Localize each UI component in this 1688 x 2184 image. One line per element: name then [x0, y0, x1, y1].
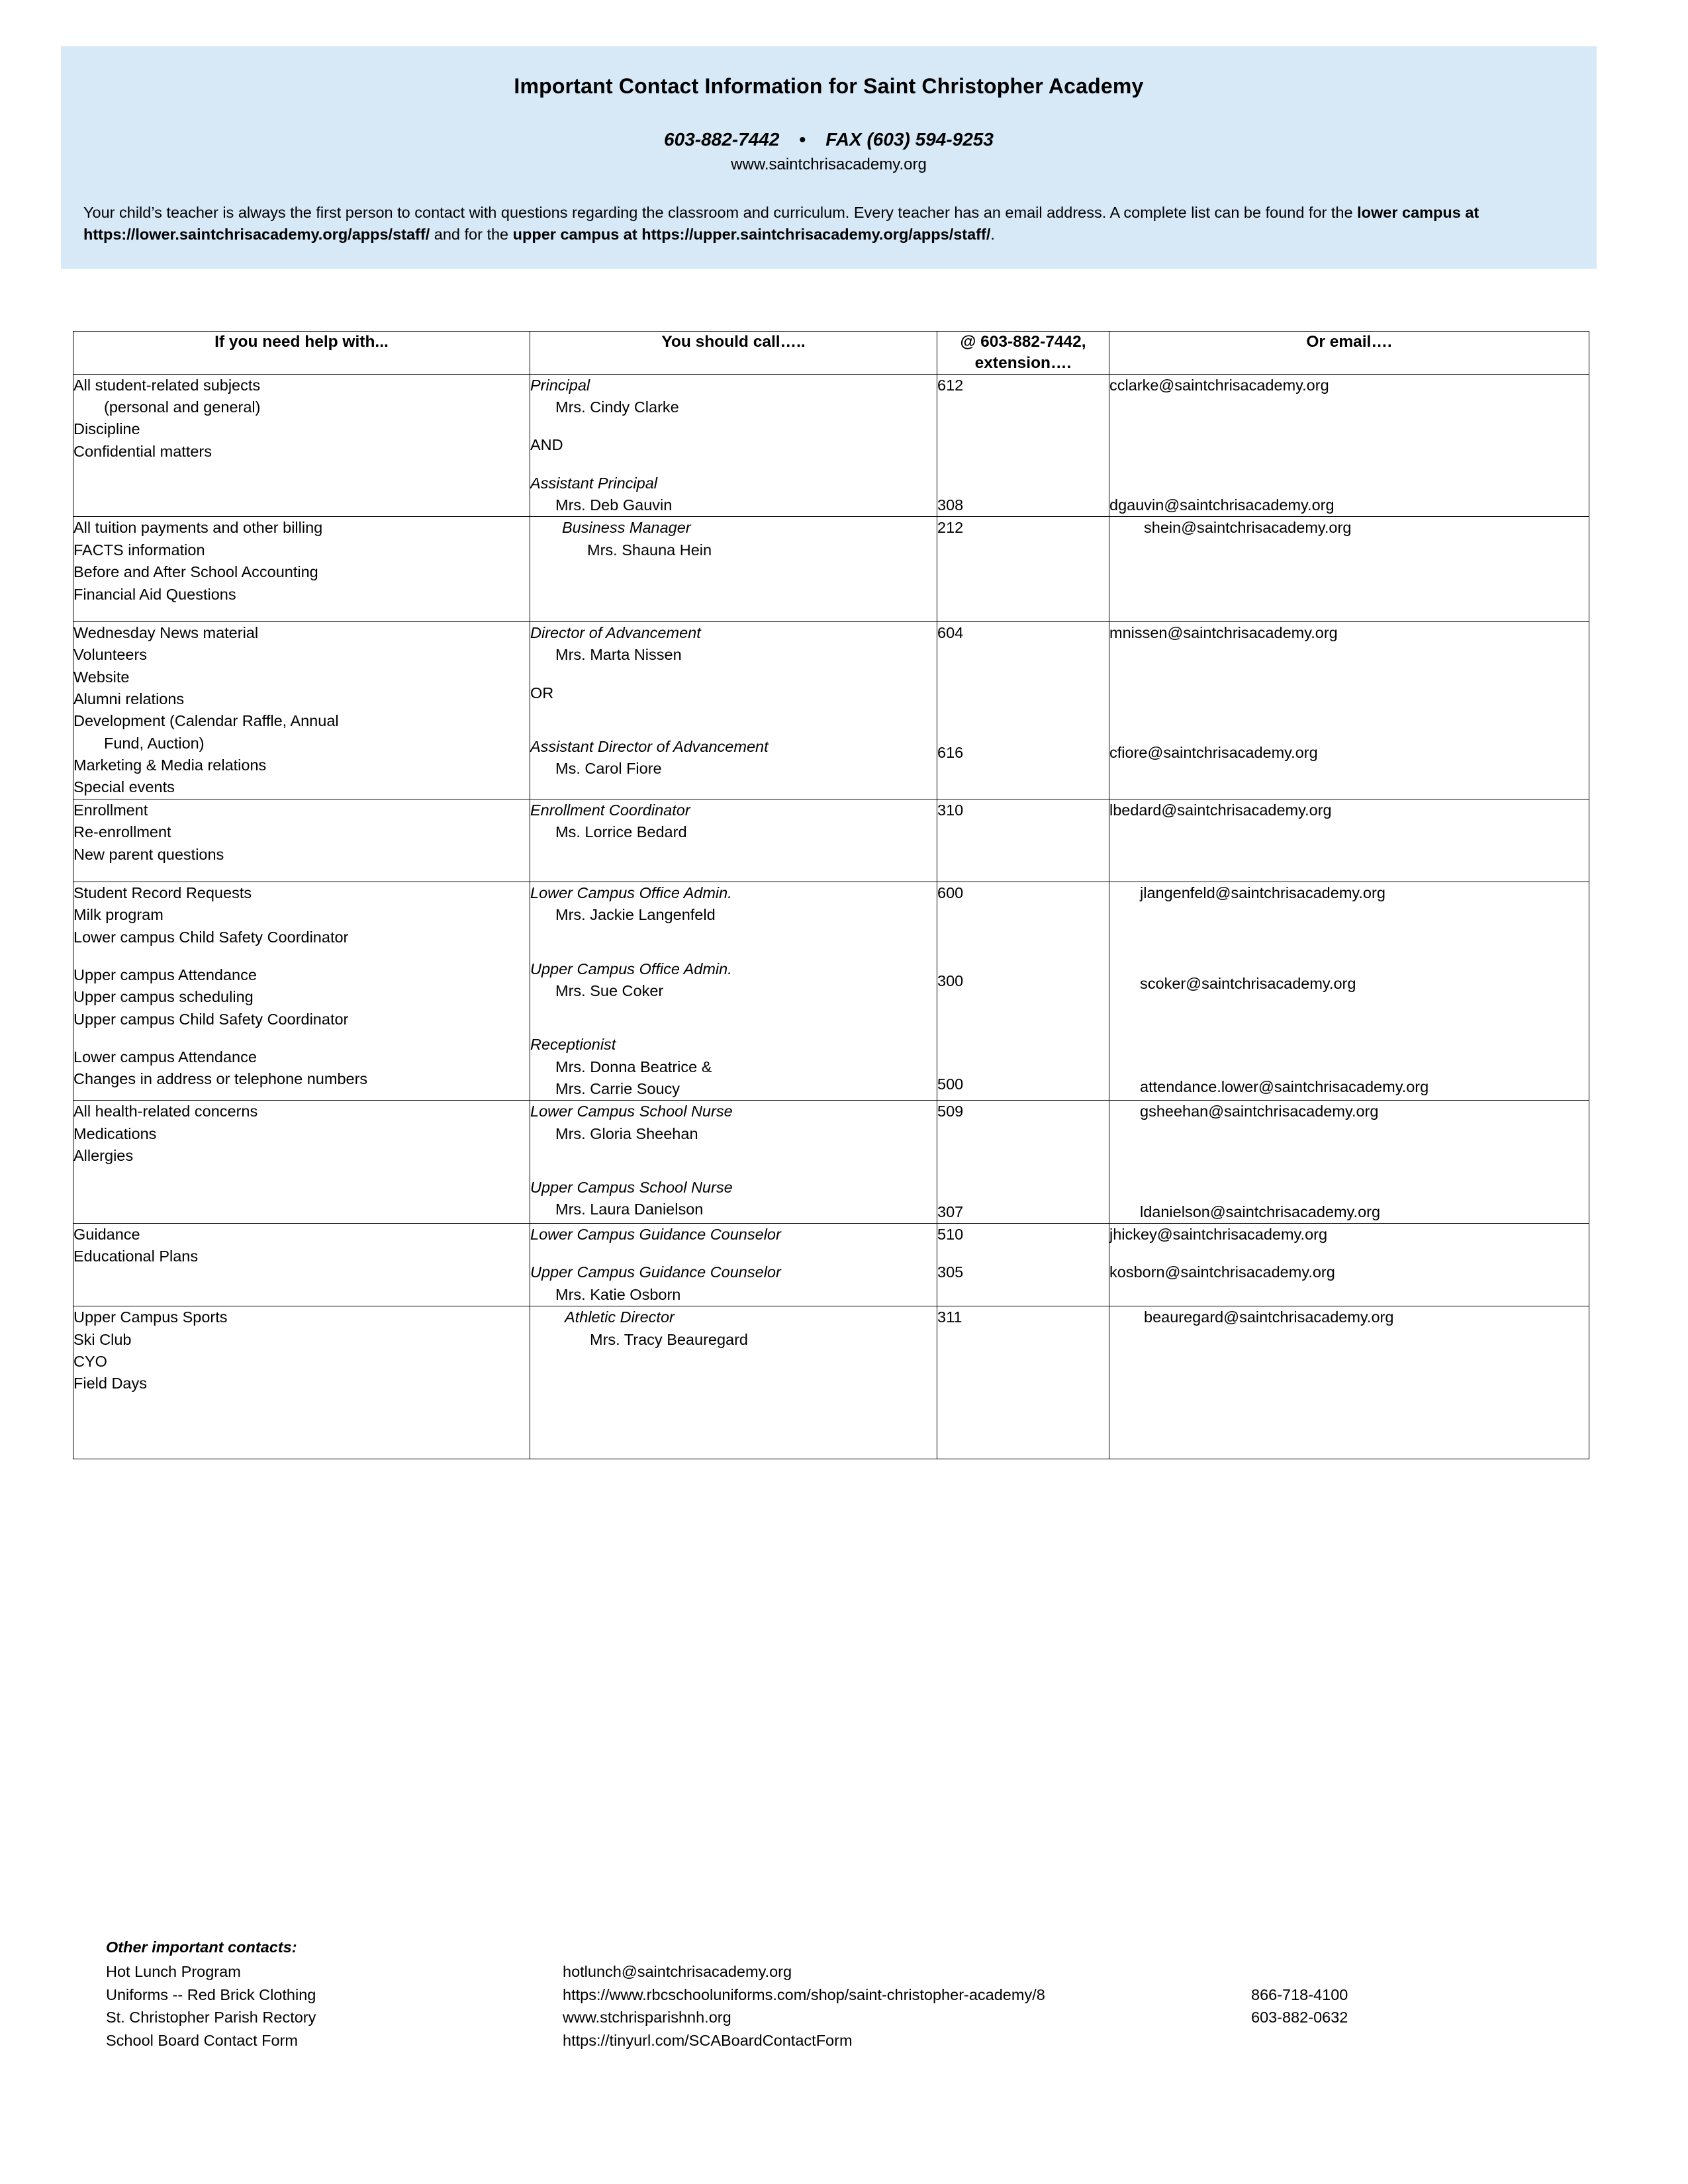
paragraph-text-1: Your child’s teacher is always the first person to contact with questions regarding the classroom and curriculum. Every teacher has an email address. A complete list can be found for the — [83, 204, 1358, 221]
topic-line: Enrollment — [73, 801, 148, 819]
spacer — [73, 948, 530, 964]
spacer — [530, 1246, 937, 1261]
table-header-row — [73, 332, 1589, 375]
topic-line: Field Days — [73, 1375, 148, 1392]
contact-role: Upper Campus School Nurse — [530, 1179, 733, 1197]
email-cell — [1109, 882, 1589, 1101]
contact-name: Ms. Lorrice Bedard — [555, 823, 687, 841]
spacer — [530, 418, 937, 434]
footer-value[interactable]: https://tinyurl.com/SCABoardContactForm — [563, 2032, 853, 2050]
extension-value: 612 — [937, 376, 964, 394]
spacer — [73, 1030, 530, 1046]
topic-line: Confidential matters — [73, 442, 212, 460]
topics-cell — [73, 517, 530, 621]
email-address[interactable]: dgauvin@saintchrisacademy.org — [1109, 496, 1335, 514]
column-header-email: Or email…. — [1109, 332, 1589, 375]
spacer — [530, 1161, 937, 1177]
paragraph-text-3: . — [990, 226, 995, 244]
table-row — [73, 621, 1589, 799]
fax-number: FAX (603) 594-9253 — [825, 129, 994, 150]
contact-cell — [530, 1306, 937, 1459]
email-address[interactable]: cclarke@saintchrisacademy.org — [1109, 376, 1329, 394]
spacer — [937, 1123, 1109, 1201]
extension-value: 300 — [937, 972, 964, 990]
email-address[interactable]: mnissen@saintchrisacademy.org — [1109, 623, 1338, 641]
table-row — [73, 1306, 1589, 1459]
topic-line: Upper campus Child Safety Coordinator — [73, 1010, 349, 1028]
contact-name: Mrs. Marta Nissen — [555, 646, 682, 664]
header-phone-line — [83, 129, 1574, 150]
topics-cell — [73, 621, 530, 799]
page-title: Important Contact Information for Saint Christopher Academy — [514, 74, 1144, 98]
topic-line: FACTS information — [73, 541, 205, 559]
paragraph-text-2: and for the — [430, 226, 513, 244]
spacer — [530, 927, 937, 942]
topic-line: Lower campus Attendance — [73, 1048, 257, 1066]
email-address[interactable]: kosborn@saintchrisacademy.org — [1109, 1263, 1335, 1281]
extension-value: 310 — [937, 801, 964, 819]
footer-row — [106, 2006, 1595, 2029]
contact-cell — [530, 1224, 937, 1306]
spacer — [73, 1167, 530, 1183]
topics-cell — [73, 374, 530, 517]
spacer — [530, 1018, 937, 1034]
contact-name: Mrs. Shauna Hein — [587, 541, 712, 559]
spacer — [530, 704, 937, 720]
spacer — [937, 644, 1109, 742]
topic-line: Upper Campus Sports — [73, 1308, 228, 1326]
email-address[interactable]: gsheehan@saintchrisacademy.org — [1140, 1103, 1379, 1120]
topic-line: CYO — [73, 1352, 107, 1370]
email-address[interactable]: jhickey@saintchrisacademy.org — [1109, 1226, 1328, 1244]
spacer — [73, 606, 530, 621]
email-cell — [1109, 621, 1589, 799]
spacer — [530, 720, 937, 736]
contact-role: Assistant Director of Advancement — [530, 738, 769, 755]
email-address[interactable]: attendance.lower@saintchrisacademy.org — [1140, 1077, 1429, 1095]
topic-line: All tuition payments and other billing — [73, 519, 323, 537]
contact-cell — [530, 374, 937, 517]
topics-cell — [73, 1101, 530, 1224]
topic-line: Upper campus Attendance — [73, 966, 257, 983]
contact-cell — [530, 517, 937, 621]
extension-cell — [937, 1101, 1109, 1224]
footer-row — [106, 1960, 1595, 1983]
extension-value: 616 — [937, 744, 964, 762]
contact-role: Principal — [530, 376, 590, 394]
footer-extra — [1251, 2029, 1516, 2052]
phone-fax-separator: • — [799, 129, 806, 150]
topic-line: Development (Calendar Raffle, Annual — [73, 712, 339, 730]
spacer — [1109, 396, 1589, 494]
contact-role: Director of Advancement — [530, 623, 701, 641]
table-row — [73, 882, 1589, 1101]
email-cell — [1109, 1224, 1589, 1306]
other-contacts-title: Other important contacts: — [106, 1938, 297, 1956]
footer-row — [106, 2029, 1595, 2052]
email-cell — [1109, 1101, 1589, 1224]
extension-value: 500 — [937, 1075, 964, 1093]
contact-name: Mrs. Tracy Beauregard — [590, 1330, 749, 1348]
footer-row — [106, 1983, 1595, 2007]
email-address[interactable]: scoker@saintchrisacademy.org — [1140, 975, 1356, 993]
spacer — [73, 1268, 530, 1284]
topic-line: Discipline — [73, 420, 140, 438]
topic-line: Changes in address or telephone numbers — [73, 1070, 368, 1088]
footer-value[interactable]: hotlunch@saintchrisacademy.org — [563, 1962, 792, 1980]
column-header-extension-line2: extension…. — [974, 353, 1072, 372]
contact-name: Ms. Carol Fiore — [555, 760, 662, 778]
website-url: www.saintchrisacademy.org — [731, 156, 927, 173]
topic-line: Medications — [73, 1124, 157, 1142]
topic-line: Volunteers — [73, 646, 148, 664]
contact-name: Mrs. Sue Coker — [555, 981, 664, 999]
topic-line: Ski Club — [73, 1330, 132, 1348]
topics-cell — [73, 1306, 530, 1459]
spacer — [1140, 995, 1589, 1076]
extension-cell — [937, 882, 1109, 1101]
extension-value: 604 — [937, 623, 964, 641]
column-header-call: You should call….. — [530, 332, 937, 375]
spacer — [937, 904, 1109, 970]
header-paragraph — [83, 202, 1574, 246]
email-address[interactable]: jlangenfeld@saintchrisacademy.org — [1140, 884, 1385, 901]
topic-line: New parent questions — [73, 845, 224, 863]
email-address[interactable]: cfiore@saintchrisacademy.org — [1109, 744, 1318, 762]
footer-extra — [1251, 1960, 1516, 1983]
topic-line: Fund, Auction) — [104, 734, 205, 752]
spacer — [530, 1145, 937, 1161]
other-contacts-section — [106, 1936, 1595, 2052]
extension-value: 311 — [937, 1308, 962, 1326]
contact-role: Upper Campus Guidance Counselor — [530, 1263, 781, 1281]
spacer — [530, 1002, 937, 1018]
contact-connector: OR — [530, 684, 554, 702]
topic-line: Student Record Requests — [73, 884, 252, 901]
topic-line: Re-enrollment — [73, 823, 171, 841]
contact-name: Mrs. Gloria Sheehan — [555, 1124, 698, 1142]
spacer — [937, 396, 1109, 494]
extension-cell — [937, 1224, 1109, 1306]
footer-label: St. Christopher Parish Rectory — [106, 2009, 316, 2026]
spacer — [937, 1246, 1109, 1261]
footer-value[interactable]: www.stchrisparishnh.org — [563, 2009, 731, 2026]
contact-role: Business Manager — [562, 519, 691, 537]
contact-role: Lower Campus Office Admin. — [530, 884, 732, 901]
extension-cell — [937, 1306, 1109, 1459]
extension-value: 509 — [937, 1103, 964, 1120]
contact-name: Mrs. Katie Osborn — [555, 1285, 681, 1303]
topics-cell — [73, 882, 530, 1101]
contact-name: Mrs. Jackie Langenfeld — [555, 906, 716, 924]
contact-name: Mrs. Laura Danielson — [555, 1201, 704, 1218]
upper-campus-staff-link[interactable]: upper campus at https://upper.saintchrisacademy.org/apps/staff/ — [512, 226, 991, 244]
contact-role: Athletic Director — [565, 1308, 675, 1326]
topic-line: Financial Aid Questions — [73, 585, 236, 603]
header-banner — [61, 46, 1597, 269]
email-address[interactable]: ldanielson@saintchrisacademy.org — [1140, 1203, 1381, 1220]
contact-role: Receptionist — [530, 1036, 616, 1054]
footer-value[interactable]: https://www.rbcschooluniforms.com/shop/saint-christopher-academy/8 — [563, 1985, 1045, 2003]
contact-connector: AND — [530, 436, 563, 454]
topic-line: Marketing & Media relations — [73, 756, 267, 774]
footer-label: School Board Contact Form — [106, 2032, 298, 2050]
spacer — [1109, 1246, 1589, 1261]
contact-cell — [530, 1101, 937, 1224]
topic-line: All health-related concerns — [73, 1103, 258, 1120]
contact-role: Lower Campus School Nurse — [530, 1103, 733, 1120]
email-address[interactable]: lbedard@saintchrisacademy.org — [1109, 801, 1332, 819]
topic-line: Educational Plans — [73, 1248, 199, 1265]
email-address[interactable]: beauregard@saintchrisacademy.org — [1144, 1308, 1394, 1326]
spacer — [73, 866, 530, 882]
table-row — [73, 799, 1589, 882]
contact-role: Upper Campus Office Admin. — [530, 960, 732, 978]
contact-role: Enrollment Coordinator — [530, 801, 690, 819]
extension-value: 600 — [937, 884, 964, 901]
lower-campus-staff-link[interactable]: lower campus at https://lower.saintchrisacademy.org/apps/staff/ — [83, 204, 1479, 244]
column-header-topic: If you need help with... — [73, 332, 530, 375]
topic-line: Lower campus Child Safety Coordinator — [73, 928, 349, 946]
contact-name: Mrs. Carrie Soucy — [555, 1080, 680, 1098]
topic-line: Special events — [73, 778, 175, 796]
email-cell — [1109, 517, 1589, 621]
topic-line: Alumni relations — [73, 690, 185, 707]
spacer — [937, 993, 1109, 1073]
topic-line: Website — [73, 668, 130, 686]
extension-cell — [937, 621, 1109, 799]
footer-label: Hot Lunch Program — [106, 1962, 241, 1980]
contact-cell — [530, 882, 937, 1101]
topic-line: Before and After School Accounting — [73, 563, 318, 581]
table-row — [73, 1101, 1589, 1224]
topic-line: Milk program — [73, 906, 164, 924]
spacer — [530, 942, 937, 958]
table-row — [73, 374, 1589, 517]
contact-name: Mrs. Deb Gauvin — [555, 496, 673, 514]
column-header-extension-line1: @ 603-882-7442, — [960, 333, 1086, 351]
email-address[interactable]: shein@saintchrisacademy.org — [1144, 519, 1352, 537]
contact-role: Lower Campus Guidance Counselor — [530, 1226, 781, 1244]
extension-value: 307 — [937, 1203, 964, 1220]
spacer — [1109, 644, 1589, 742]
extension-cell — [937, 799, 1109, 882]
topic-line: Wednesday News material — [73, 623, 259, 641]
table-row — [73, 517, 1589, 621]
table-row — [73, 1224, 1589, 1306]
topic-line: Allergies — [73, 1147, 134, 1165]
extension-cell — [937, 517, 1109, 621]
contact-cell — [530, 799, 937, 882]
email-cell — [1109, 799, 1589, 882]
spacer — [530, 666, 937, 682]
topics-cell — [73, 1224, 530, 1306]
contact-role: Assistant Principal — [530, 474, 657, 492]
email-cell — [1109, 1306, 1589, 1459]
spacer — [1140, 904, 1589, 973]
spacer — [530, 457, 937, 473]
topics-cell — [73, 799, 530, 882]
topic-line: Guidance — [73, 1226, 140, 1244]
extension-value: 212 — [937, 519, 964, 537]
footer-label: Uniforms -- Red Brick Clothing — [106, 1985, 316, 2003]
contact-name: Mrs. Donna Beatrice & — [555, 1058, 712, 1075]
extension-cell — [937, 374, 1109, 517]
topic-line: Upper campus scheduling — [73, 988, 254, 1006]
extension-value: 308 — [937, 496, 964, 514]
email-cell — [1109, 374, 1589, 517]
contact-table — [73, 331, 1589, 1459]
footer-extra: 603-882-0632 — [1251, 2009, 1348, 2026]
extension-value: 510 — [937, 1226, 964, 1244]
topic-line: (personal and general) — [104, 398, 261, 416]
topic-line: All student-related subjects — [73, 376, 261, 394]
column-header-extension — [937, 332, 1109, 375]
phone-number: 603-882-7442 — [664, 129, 780, 150]
contact-cell — [530, 621, 937, 799]
contact-name: Mrs. Cindy Clarke — [555, 398, 679, 416]
footer-extra: 866-718-4100 — [1251, 1985, 1348, 2003]
spacer — [1140, 1123, 1589, 1201]
extension-value: 305 — [937, 1263, 964, 1281]
